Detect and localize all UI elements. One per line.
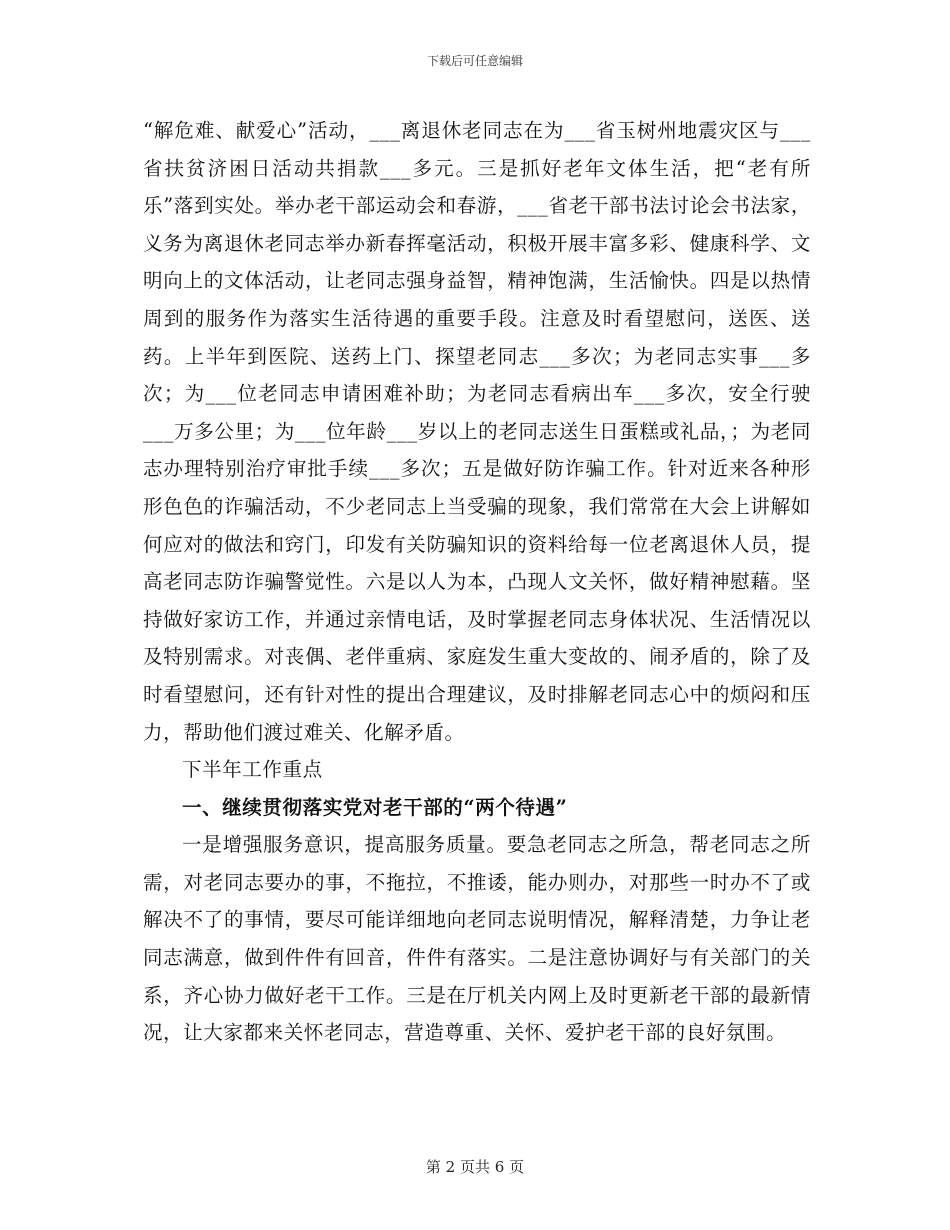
document-body [143, 112, 811, 1052]
page-number: 第 2 页共 6 页 [425, 1158, 525, 1176]
section-heading-one: 一、继续贯彻落实党对老干部的“两个待遇” [182, 795, 568, 819]
section-label-second-half: 下半年工作重点 [182, 758, 323, 782]
page-header: 下载后可任意编辑 [426, 54, 523, 68]
body-paragraph-continuation: “解危难、献爱心”活动，___离退休老同志在为___省玉树州地震灾区与___省扶贫济困日活动共捐款___多元。三是抓好老年文体生活，把“老有所乐”落到实处。举办老干部运动会和春游，___省老干部书法讨论会书法家，义务为离退休老同志举办新春挥毫活动，积极开展丰富多彩、健康科学、文明向上的文体活动，让老同志强身益智，精神饱满，生活愉快。四是以热情周到的服务作为落实生活待遇的重要手段。注意及时看望慰问，送医、送药。上半年到医院、送药上门、探望老同志___多次；为老同志实事___多次；为___位老同志申请困难补助；为老同志看病出车___多次，安全行驶___万多公里；为___位年龄___岁以上的老同志送生日蛋糕或礼品，；为老同志办理特别治疗审批手续___多次；五是做好防诈骗工作。针对近来各种形形色色的诈骗活动，不少老同志上当受骗的现象，我们常常在大会上讲解如何应对的做法和窍门，印发有关防骗知识的资料给每一位老离退休人员，提高老同志防诈骗警觉性。六是以人为本，凸现人文关怀，做好精神慰藉。坚持做好家访工作，并通过亲情电话，及时掌握老同志身体状况、生活情况以及特别需求。对丧偶、老伴重病、家庭发生重大变故的、闹矛盾的，除了及时看望慰问，还有针对性的提出合理建议，及时排解老同志心中的烦闷和压力，帮助他们渡过难关、化解矛盾。 [143, 119, 811, 744]
body-paragraph-service: 一是增强服务意识，提高服务质量。要急老同志之所急，帮老同志之所需，对老同志要办的事，不拖拉，不推诿，能办则办，对那些一时办不了或解决不了的事情，要尽可能详细地向老同志说明情况，解释清楚，力争让老同志满意，做到件件有回音，件件有落实。二是注意协调好与有关部门的关系，齐心协力做好老干工作。三是在厅机关内网上及时更新老干部的最新情况，让大家都来关怀老同志，营造尊重、关怀、爱护老干部的良好氛围。 [143, 833, 811, 1045]
